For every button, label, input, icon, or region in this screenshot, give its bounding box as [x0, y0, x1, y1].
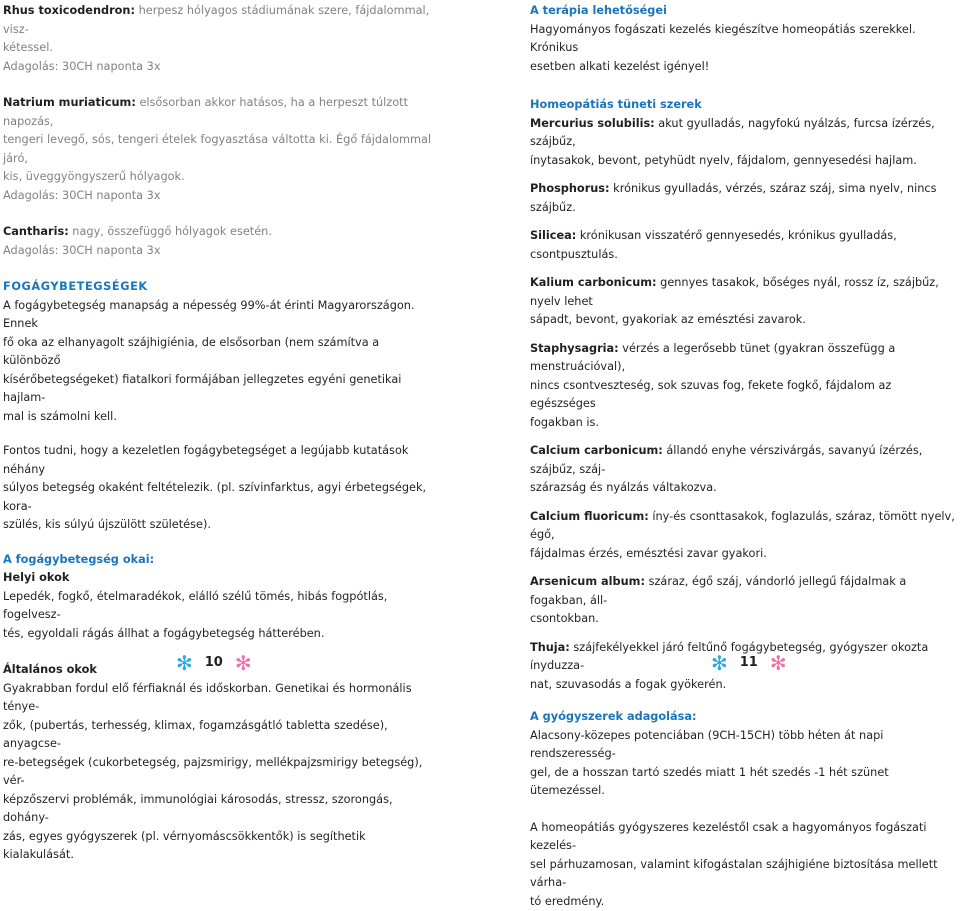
remedy-entry: [530, 340, 958, 433]
remedy-entry: [530, 508, 958, 564]
text-line: Lepedék, fogkő, ételmaradékok, elálló szélű tömés, hibás fogpótlás, fogelvesz-: [3, 590, 387, 622]
remedy-entry: [530, 274, 958, 330]
dosage-text: Adagolás: 30CH naponta 3x: [3, 189, 161, 202]
right-page-column: [530, 0, 958, 911]
text-line: Gyakrabban fordul elő férfiaknál és időskorban. Genetikai és hormonális ténye-: [3, 682, 412, 714]
remedy-name: Arsenicum album:: [530, 575, 645, 588]
section-title: FOGÁGYBETEGSÉGEK: [3, 278, 435, 297]
remedy-description: szájfekélyekkel járó feltűnő fogágybetegség, gyógyszer okozta ínyduzza-: [530, 641, 928, 673]
rhus-entry: [3, 2, 435, 76]
remedy-description-cont: nat, szuvasodás a fogak gyökerén.: [530, 678, 726, 691]
text-line: sel párhuzamosan, valamint kifogástalan szájhigiéne biztosítása mellett várha-: [530, 858, 938, 890]
remedy-name: Staphysagria:: [530, 342, 619, 355]
dosage-title: A gyógyszerek adagolása:: [530, 708, 958, 727]
text-line: Hagyományos fogászati kezelés kiegészítve homeopátiás szerekkel. Krónikus: [530, 23, 916, 55]
remedy-description-cont: nincs csontveszteség, sok szuvas fog, fekete fogkő, fájdalom az egészséges: [530, 379, 891, 411]
remedy-entry: [530, 115, 958, 171]
homeopathic-remedies-title: Homeopátiás tüneti szerek: [530, 96, 958, 115]
dosage-text: Adagolás: 30CH naponta 3x: [3, 244, 161, 257]
remedy-description-cont: ínytasakok, bevont, petyhüdt nyelv, fájdalom, gennyesedési hajlam.: [530, 154, 917, 167]
remedy-entry: [530, 227, 958, 264]
remedy-name: Natrium muriaticum:: [3, 96, 136, 109]
therapy-title: A terápia lehetőségei: [530, 2, 958, 21]
text-line: szülés, kis súlyú újszülött születése).: [3, 518, 211, 531]
general-causes-text: [3, 680, 435, 865]
remedy-description: gennyes tasakok, bőséges nyál, rossz íz, szájbűz, nyelv lehet: [530, 276, 939, 308]
remedy-description-cont: fogakban is.: [530, 416, 599, 429]
text-line: tó eredmény.: [530, 895, 604, 908]
causes-title: A fogágybetegség okai:: [3, 551, 435, 570]
therapy-text: [530, 21, 958, 77]
text-line: gel, de a hosszan tartó szedés miatt 1 hét szedés -1 hét szünet ütemezéssel.: [530, 766, 889, 798]
remedy-description: krónikus gyulladás, vérzés, száraz száj, sima nyelv, nincs szájbűz.: [530, 182, 937, 214]
remedy-description: állandó enyhe vérszivárgás, savanyú ízérzés, szájbűz, száj-: [530, 444, 922, 476]
page-number: 10: [205, 654, 223, 673]
remedy-name: Calcium fluoricum:: [530, 510, 649, 523]
cantharis-entry: [3, 223, 435, 260]
remedy-description: akut gyulladás, nagyfokú nyálzás, furcsa ízérzés, szájbűz,: [530, 117, 935, 149]
remedy-description: elsősorban akkor hatásos, ha a herpeszt túlzott napozás,: [3, 96, 408, 128]
remedy-description: herpesz hólyagos stádiumának szere, fájdalommal, visz-: [3, 4, 429, 36]
remedy-name: Cantharis:: [3, 225, 69, 238]
remedy-description: nagy, összefüggő hólyagok esetén.: [69, 225, 272, 238]
remedy-name: Calcium carbonicum:: [530, 444, 663, 457]
asterisk-ornament-icon: ✻: [770, 653, 787, 673]
remedy-description-cont: sápadt, bevont, gyakoriak az emésztési zavarok.: [530, 313, 806, 326]
right-page-folio: [711, 653, 787, 673]
text-line: súlyos betegség okaként feltételezik. (pl. szívinfarktus, agyi érbetegségek, kora-: [3, 481, 426, 513]
remedy-description-cont: csontokban.: [530, 612, 599, 625]
text-line: Alacsony-közepes potenciában (9CH-15CH) több héten át napi rendszeresség-: [530, 729, 883, 761]
local-causes-text: [3, 588, 435, 644]
paragraph-risks: [3, 442, 435, 535]
remedy-name: Silicea:: [530, 229, 576, 242]
text-line: tés, egyoldali rágás állhat a fogágybetegség hátterében.: [3, 627, 324, 640]
text-line: mal is számolni kell.: [3, 410, 117, 423]
asterisk-ornament-icon: ✻: [176, 653, 193, 673]
remedy-description: vérzés a legerősebb tünet (gyakran összefügg a menstruációval),: [530, 342, 895, 374]
remedy-name: Phosphorus:: [530, 182, 610, 195]
closing-paragraph: [530, 819, 958, 911]
text-line: esetben alkati kezelést igényel!: [530, 60, 709, 73]
natrium-entry: [3, 94, 435, 205]
remedy-name: Mercurius solubilis:: [530, 117, 655, 130]
text-line: képzőszervi problémák, immunológiai károsodás, stressz, szorongás, dohány-: [3, 793, 393, 825]
asterisk-ornament-icon: ✻: [235, 653, 252, 673]
text-line: re-betegségek (cukorbetegség, pajzsmirigy, mellékpajzsmirigy betegség), vér-: [3, 756, 422, 788]
text-line: zők, (pubertás, terhesség, klimax, fogamzásgátló tabletta szedése), anyagcse-: [3, 719, 388, 751]
remedy-name: Rhus toxicodendron:: [3, 4, 135, 17]
remedy-description-cont: fájdalmas érzés, emésztési zavar gyakori.: [530, 547, 767, 560]
remedy-list: [530, 115, 958, 695]
left-page-folio: [176, 653, 252, 673]
dosage-text: [530, 727, 958, 801]
text-line: A fogágybetegség manapság a népesség 99%-át érinti Magyarországon. Ennek: [3, 299, 415, 331]
remedy-name: Kalium carbonicum:: [530, 276, 657, 289]
remedy-name: Thuja:: [530, 641, 570, 654]
remedy-description: száraz, égő száj, vándorló jellegű fájdalmak a fogakban, áll-: [530, 575, 906, 607]
remedy-entry: [530, 442, 958, 498]
remedy-description-cont: kis, üveggyöngyszerű hólyagok.: [3, 170, 185, 183]
remedy-entry: [530, 180, 958, 217]
remedy-description-cont: szárazság és nyálzás váltakozva.: [530, 481, 717, 494]
asterisk-ornament-icon: ✻: [711, 653, 728, 673]
remedy-description: íny-és csonttasakok, foglazulás, száraz, tömött nyelv, égő,: [530, 510, 955, 542]
local-causes-title: Helyi okok: [3, 569, 435, 588]
remedy-entry: [530, 573, 958, 629]
page-number: 11: [740, 654, 758, 673]
remedy-description-cont: tengeri levegő, sós, tengeri ételek fogyasztása váltotta ki. Égő fájdalommal járó,: [3, 133, 431, 165]
text-line: Fontos tudni, hogy a kezeletlen fogágybetegséget a legújabb kutatások néhány: [3, 444, 408, 476]
text-line: A homeopátiás gyógyszeres kezeléstől csak a hagyományos fogászati kezelés-: [530, 821, 927, 853]
remedy-description: krónikusan visszatérő gennyesedés, krónikus gyulladás, csontpusztulás.: [530, 229, 897, 261]
text-line: fő oka az elhanyagolt szájhigiénia, de elsősorban (nem számítva a különböző: [3, 336, 379, 368]
text-line: zás, egyes gyógyszerek (pl. vérnyomáscsökkentők) is segíthetik kialakulását.: [3, 830, 366, 862]
dosage-text: Adagolás: 30CH naponta 3x: [3, 60, 161, 73]
paragraph-prevalence: [3, 297, 435, 427]
left-page-column: [3, 0, 435, 865]
remedy-description-cont: kétessel.: [3, 41, 53, 54]
general-causes-title: Általános okok: [3, 661, 435, 680]
text-line: kísérőbetegségeket) fiatalkori formájában jellegzetes egyéni genetikai hajlam-: [3, 373, 401, 405]
